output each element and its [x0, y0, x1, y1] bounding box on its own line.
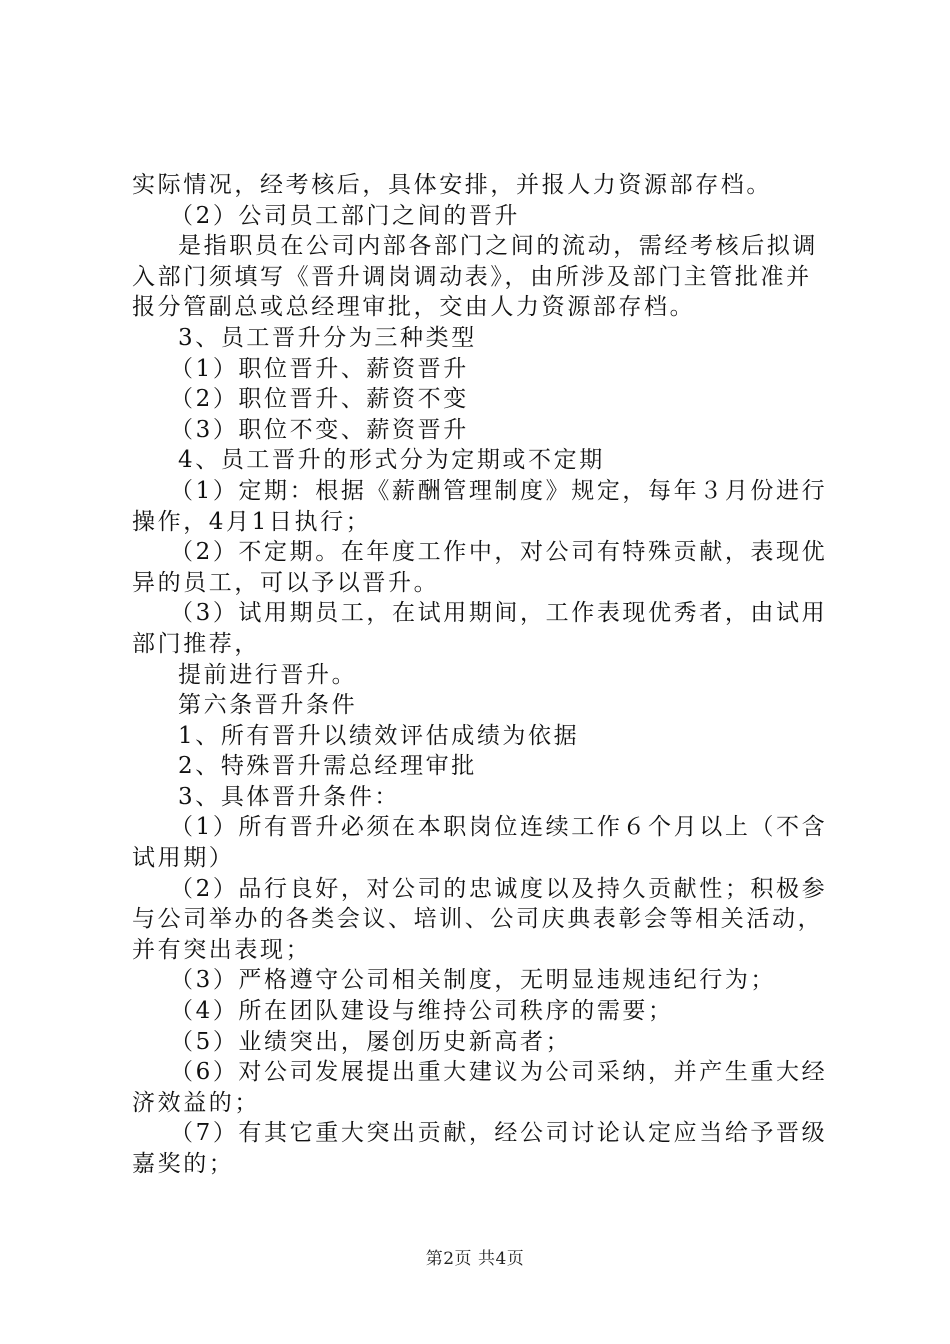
text-line: （1）职位晋升、薪资晋升 — [170, 355, 469, 382]
text-line: （2）职位晋升、薪资不变 — [170, 386, 469, 413]
page-footer: 第2页 共4页 — [425, 1249, 525, 1269]
text-line: 入部门须填写《晋升调岗调动表》，由所涉及部门主管批准并 — [132, 263, 812, 290]
text-line: （6）对公司发展提出重大建议为公司采纳，并产生重大经 — [170, 1059, 828, 1086]
document-body — [132, 170, 832, 1180]
text-line: 实际情况，经考核后，具体安排，并报人力资源部存档。 — [132, 172, 772, 198]
text-line: 是指职员在公司内部各部门之间的流动，需经考核后拟调 — [178, 233, 818, 260]
text-line: 3、具体晋升条件： — [178, 783, 401, 810]
text-line: （2）不定期。在年度工作中，对公司有特殊贡献，表现优 — [170, 539, 828, 566]
text-line: （1）定期：根据《薪酬管理制度》规定，每年３月份进行 — [170, 477, 828, 504]
text-line: 济效益的； — [132, 1089, 260, 1116]
text-line: 3、员工晋升分为三种类型 — [178, 324, 477, 351]
text-line: 1、所有晋升以绩效评估成绩为依据 — [178, 722, 580, 749]
text-line: （3）试用期员工，在试用期间，工作表现优秀者，由试用 — [170, 600, 828, 627]
text-line: 嘉奖的； — [132, 1151, 235, 1177]
text-line: （4）所在团队建设与维持公司秩序的需要； — [170, 998, 674, 1025]
text-line: （7）有其它重大突出贡献，经公司讨论认定应当给予晋级 — [170, 1120, 828, 1147]
text-line: 操作，4月1日执行； — [132, 508, 372, 535]
text-line: （2）品行良好，对公司的忠诚度以及持久贡献性；积极参 — [170, 875, 828, 902]
text-line: （2）公司员工部门之间的晋升 — [170, 202, 521, 229]
text-line: 报分管副总或总经理审批，交由人力资源部存档。 — [132, 294, 696, 321]
text-line: 与公司举办的各类会议、培训、公司庆典表彰会等相关活动， — [132, 906, 824, 933]
text-line: （3）严格遵守公司相关制度，无明显违规违纪行为； — [170, 967, 777, 994]
text-line: （5）业绩突出，屡创历史新高者； — [170, 1028, 572, 1055]
text-line: （3）职位不变、薪资晋升 — [170, 416, 469, 443]
text-line: 异的员工，可以予以晋升。 — [132, 569, 440, 596]
text-line: 试用期） — [132, 845, 235, 872]
text-line: 提前进行晋升。 — [178, 661, 358, 688]
text-line: 并有突出表现； — [132, 936, 312, 963]
text-line: （1）所有晋升必须在本职岗位连续工作６个月以上（不含 — [170, 814, 828, 841]
text-line: 4、员工晋升的形式分为定期或不定期 — [178, 447, 605, 474]
text-line: 第六条晋升条件 — [178, 692, 358, 719]
text-line: 部门推荐， — [132, 630, 260, 657]
text-line: 2、特殊晋升需总经理审批 — [178, 753, 477, 780]
